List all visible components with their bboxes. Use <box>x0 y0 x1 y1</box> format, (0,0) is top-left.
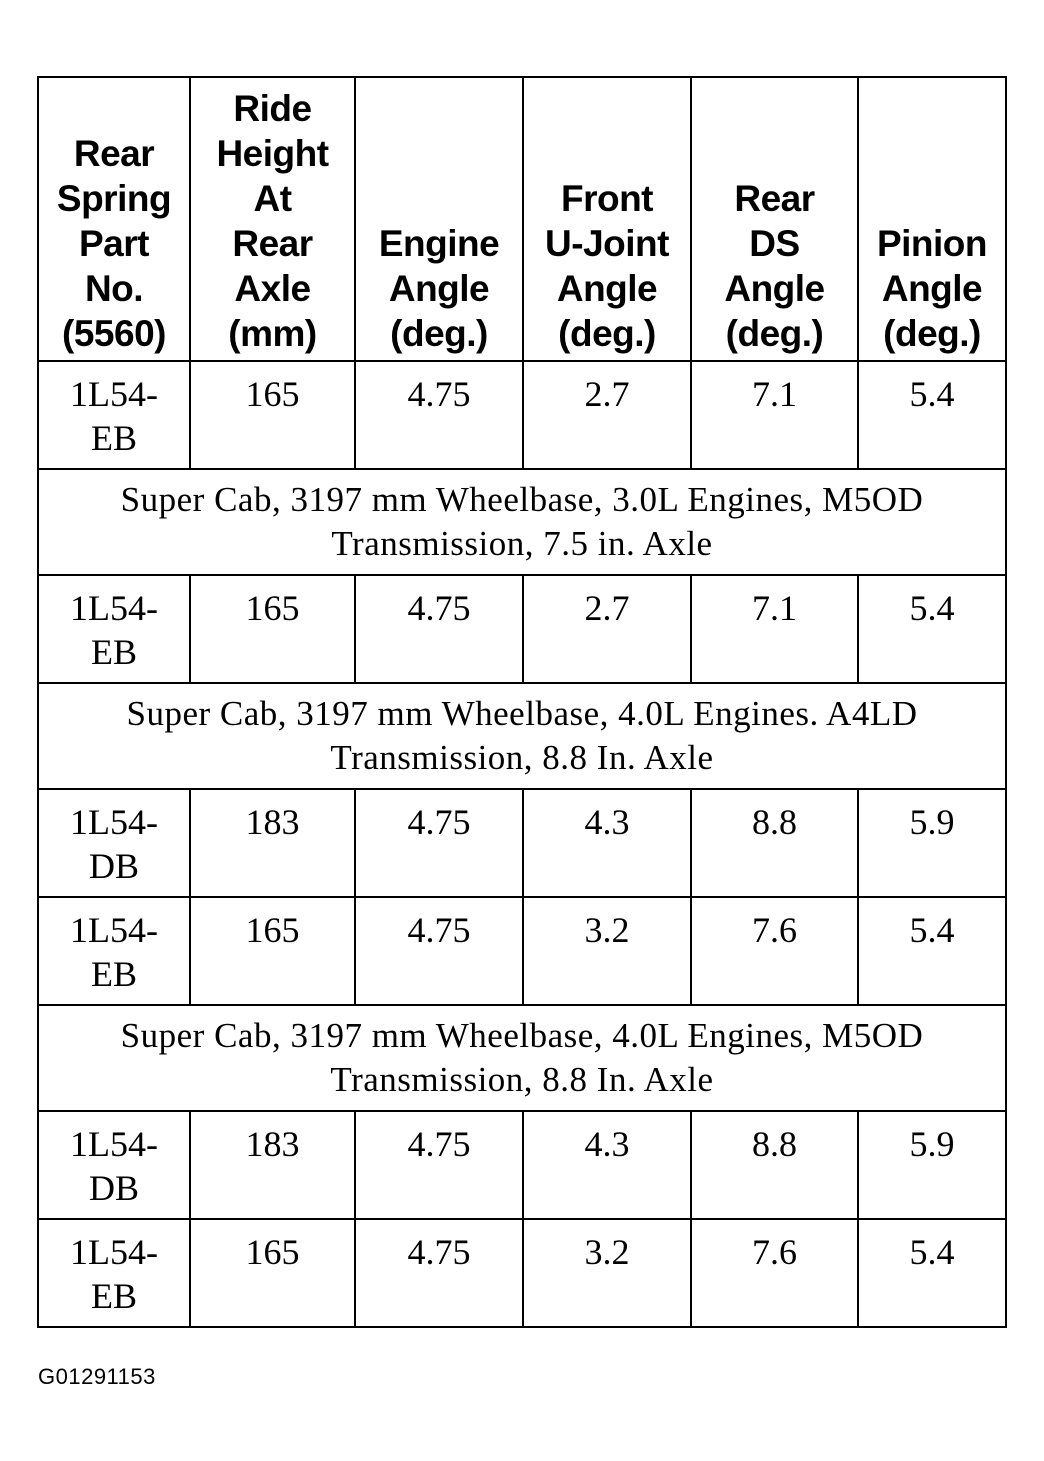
pinion-angle-cell: 5.9 <box>858 789 1006 897</box>
section-header-row <box>38 469 1006 575</box>
ride-height-cell: 183 <box>190 1111 355 1219</box>
rear-ds-angle-cell: 8.8 <box>691 1111 858 1219</box>
table-row <box>38 1219 1006 1327</box>
front-u-joint-angle-cell: 4.3 <box>523 1111 691 1219</box>
ride-height-cell: 165 <box>190 897 355 1005</box>
part-number-cell: 1L54- EB <box>38 361 190 469</box>
part-number-cell: 1L54- EB <box>38 897 190 1005</box>
header-row <box>38 77 1006 361</box>
section-header-text: Super Cab, 3197 mm Wheelbase, 4.0L Engines, M5OD Transmission, 8.8 In. Axle <box>38 1005 1006 1111</box>
pinion-angle-cell: 5.9 <box>858 1111 1006 1219</box>
spec-table <box>37 76 1007 1328</box>
figure-id: G01291153 <box>38 1364 156 1389</box>
header-rear-ds-angle: Rear DS Angle (deg.) <box>691 77 858 361</box>
front-u-joint-angle-cell: 2.7 <box>523 575 691 683</box>
engine-angle-cell: 4.75 <box>355 575 523 683</box>
engine-angle-cell: 4.75 <box>355 789 523 897</box>
pinion-angle-cell: 5.4 <box>858 361 1006 469</box>
part-number-cell: 1L54- EB <box>38 1219 190 1327</box>
front-u-joint-angle-cell: 3.2 <box>523 1219 691 1327</box>
section-header-text: Super Cab, 3197 mm Wheelbase, 4.0L Engines. A4LD Transmission, 8.8 In. Axle <box>38 683 1006 789</box>
section-header-text: Super Cab, 3197 mm Wheelbase, 3.0L Engines, M5OD Transmission, 7.5 in. Axle <box>38 469 1006 575</box>
ride-height-cell: 165 <box>190 575 355 683</box>
header-rear-spring-part-no: Rear Spring Part No. (5560) <box>38 77 190 361</box>
ride-height-cell: 165 <box>190 361 355 469</box>
pinion-angle-cell: 5.4 <box>858 897 1006 1005</box>
table-row <box>38 575 1006 683</box>
front-u-joint-angle-cell: 3.2 <box>523 897 691 1005</box>
engine-angle-cell: 4.75 <box>355 1111 523 1219</box>
table-row <box>38 1111 1006 1219</box>
ride-height-cell: 165 <box>190 1219 355 1327</box>
header-pinion-angle: Pinion Angle (deg.) <box>858 77 1006 361</box>
rear-ds-angle-cell: 7.6 <box>691 1219 858 1327</box>
section-header-row <box>38 1005 1006 1111</box>
rear-ds-angle-cell: 8.8 <box>691 789 858 897</box>
front-u-joint-angle-cell: 2.7 <box>523 361 691 469</box>
engine-angle-cell: 4.75 <box>355 897 523 1005</box>
rear-ds-angle-cell: 7.6 <box>691 897 858 1005</box>
engine-angle-cell: 4.75 <box>355 361 523 469</box>
front-u-joint-angle-cell: 4.3 <box>523 789 691 897</box>
header-ride-height: Ride Height At Rear Axle (mm) <box>190 77 355 361</box>
part-number-cell: 1L54- DB <box>38 789 190 897</box>
engine-angle-cell: 4.75 <box>355 1219 523 1327</box>
pinion-angle-cell: 5.4 <box>858 1219 1006 1327</box>
rear-ds-angle-cell: 7.1 <box>691 361 858 469</box>
table-row <box>38 897 1006 1005</box>
table-row <box>38 361 1006 469</box>
ride-height-cell: 183 <box>190 789 355 897</box>
header-engine-angle: Engine Angle (deg.) <box>355 77 523 361</box>
section-header-row <box>38 683 1006 789</box>
rear-ds-angle-cell: 7.1 <box>691 575 858 683</box>
part-number-cell: 1L54- EB <box>38 575 190 683</box>
table-row <box>38 789 1006 897</box>
pinion-angle-cell: 5.4 <box>858 575 1006 683</box>
header-front-u-joint-angle: Front U-Joint Angle (deg.) <box>523 77 691 361</box>
part-number-cell: 1L54- DB <box>38 1111 190 1219</box>
